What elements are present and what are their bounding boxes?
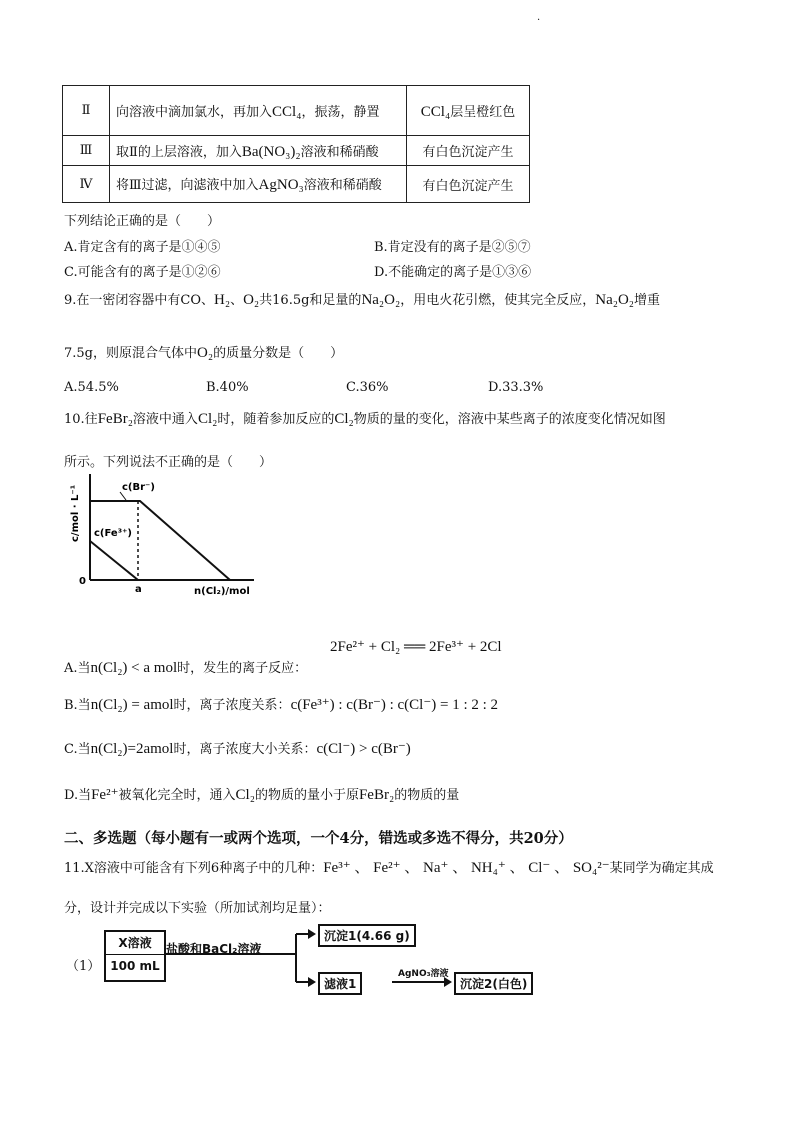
q11-text: 某同学为确定其成	[609, 861, 714, 876]
h2-formula: H₂	[214, 292, 231, 308]
table-row	[63, 166, 530, 203]
filtrate-box: 滤液1	[318, 972, 362, 995]
arrow-head	[308, 929, 316, 939]
concentration-graph	[62, 470, 262, 606]
agno3-label: AgNO₃溶液	[398, 969, 449, 979]
section-heading: 二、多选题（每小题有一或两个选项，一个4分，错选或多选不得分，共20分）	[64, 830, 573, 847]
ph-chem: CCl₄	[420, 103, 451, 120]
q10-text: 时，随着参加反应的	[217, 412, 335, 427]
x-axis-label: n(Cl₂)/mol	[194, 586, 250, 597]
operation-cell	[110, 86, 407, 136]
q10-text: 物质的量的变化，溶液中某些离子的浓度变化情况如图	[353, 412, 666, 427]
q9-text: 9.在一密闭容器中有CO、	[64, 293, 215, 308]
y-axis-label: c/mol · L⁻¹	[70, 484, 81, 542]
cl2-formula: Cl₂	[197, 411, 218, 427]
option-text: D.当	[64, 788, 92, 803]
top-mark: .	[537, 12, 541, 23]
table-row	[63, 86, 530, 136]
step-label: （1）	[66, 959, 101, 974]
option-a: A.54.5%	[64, 380, 119, 395]
option-d	[64, 784, 459, 804]
option-chem: FeBr₂	[358, 787, 395, 803]
option-c	[64, 738, 411, 758]
experiment-table	[62, 85, 530, 203]
q10-text: 溶液中通入	[132, 412, 198, 427]
br-label: c(Br⁻)	[122, 482, 155, 493]
a-label: a	[135, 584, 142, 595]
option-d: D.不能确定的离子是①③⑥	[374, 265, 532, 280]
row-number: Ⅲ	[63, 136, 110, 166]
na2o2-formula: Na₂O₂	[361, 292, 401, 308]
option-chem: Cl₂	[235, 787, 255, 803]
q9-text: 共16.5g和足量的	[259, 293, 362, 308]
operation-cell	[110, 166, 407, 203]
row-number: Ⅳ	[63, 166, 110, 203]
row-number: Ⅱ	[63, 86, 110, 136]
option-a: A.肯定含有的离子是①④⑤	[64, 240, 221, 255]
ph-text: 层呈橙红色	[450, 104, 516, 120]
reagent-label: 盐酸和BaCl₂溶液	[166, 942, 262, 956]
table-row	[63, 136, 530, 166]
fe-line	[90, 541, 138, 580]
q10-line2: 所示。下列说法不正确的是（ ）	[64, 455, 273, 470]
x-solution-label: X溶液	[106, 932, 164, 955]
ion-list: Fe³⁺ 、 Fe²⁺ 、 Na⁺ 、 NH₄⁺ 、 Cl⁻ 、 SO₄²⁻	[323, 860, 610, 876]
op-text: 取Ⅱ的上层溶液，加入	[116, 144, 242, 160]
q10-text: 10.往	[64, 412, 98, 427]
o2-formula: O₂	[197, 345, 214, 361]
option-chem: n(Cl₂)=2amol	[90, 741, 174, 757]
op-chem: Ba(NO₃)₂	[241, 143, 301, 160]
operation-cell	[110, 136, 407, 166]
option-b	[64, 694, 498, 714]
option-chem: Fe²⁺	[91, 787, 119, 803]
option-text: C.当	[64, 742, 91, 757]
option-b: B.肯定没有的离子是②⑤⑦	[374, 240, 531, 255]
option-a	[64, 657, 307, 677]
question-stem: 下列结论正确的是（ ）	[64, 214, 221, 229]
q9-text: 7.5g，则原混合气体中	[64, 346, 197, 361]
q9-text: 、	[230, 293, 244, 308]
op-chem: AgNO₃	[258, 177, 304, 193]
q9-line1	[64, 289, 660, 309]
precipitate1-box: 沉淀1(4.66 g)	[318, 924, 416, 947]
op-text: ，振荡，静置	[301, 104, 380, 120]
option-chem: n(Cl₂) = amol	[90, 697, 174, 713]
option-d: D.33.3%	[488, 380, 544, 395]
option-text: 时，离子浓度大小关系：	[173, 742, 317, 757]
option-b: B.40%	[206, 380, 249, 395]
option-text: A.当	[64, 661, 91, 676]
option-c: C.可能含有的离子是①②⑥	[64, 265, 221, 280]
volume-label: 100 mL	[110, 959, 160, 973]
na2o2-formula: Na₂O₂	[595, 292, 635, 308]
o2-formula: O₂	[243, 292, 260, 308]
br-line	[90, 501, 230, 580]
option-text: 的物质的量	[394, 788, 460, 803]
phenomenon-cell: 有白色沉淀产生	[407, 136, 530, 166]
option-chem: c(Fe³⁺) : c(Br⁻) : c(Cl⁻) = 1 : 2 : 2	[290, 697, 499, 713]
origin-label: 0	[79, 576, 86, 587]
op-text: 将Ⅲ过滤，向滤液中加入	[116, 178, 259, 193]
ionic-equation: 2Fe²⁺ + Cl₂ ══ 2Fe³⁺ + 2Cl	[330, 639, 502, 655]
q9-text: 的质量分数是（ ）	[213, 346, 344, 361]
option-chem: n(Cl₂) < a mol	[90, 660, 178, 676]
x-solution-box	[104, 930, 166, 982]
option-text: B.当	[64, 698, 91, 713]
op-text: 溶液和稀硝酸	[300, 144, 379, 160]
arrow-head	[308, 977, 316, 987]
q9-text: ，用电火花引燃，使其完全反应，	[400, 293, 596, 308]
q9-text: 增重	[634, 293, 661, 308]
op-chem: CCl₄	[272, 103, 302, 120]
option-text: 被氧化完全时，通入	[118, 788, 236, 803]
option-text: 的物质的量小于原	[254, 788, 359, 803]
br-leader	[120, 492, 126, 500]
febr2-formula: FeBr₂	[97, 411, 133, 427]
q11-text: 11.X溶液中可能含有下列6种离子中的几种：	[64, 861, 324, 876]
q10-line1	[64, 408, 666, 428]
option-text: 时，发生的离子反应：	[177, 661, 308, 676]
phenomenon-cell: 有白色沉淀产生	[407, 166, 530, 203]
option-c: C.36%	[346, 380, 389, 395]
precipitate2-box: 沉淀2(白色)	[454, 972, 533, 995]
fe-label: c(Fe³⁺)	[94, 528, 132, 539]
q11-line1	[64, 856, 714, 877]
phenomenon-cell	[407, 86, 530, 136]
q9-line2	[64, 342, 343, 362]
q11-line2: 分，设计并完成以下实验（所加试剂均足量）：	[64, 901, 331, 916]
option-chem: c(Cl⁻) > c(Br⁻)	[316, 741, 411, 757]
option-text: 时，离子浓度关系：	[173, 698, 291, 713]
cl2-formula: Cl₂	[334, 411, 354, 427]
op-text: 向溶液中滴加氯水，再加入	[116, 104, 273, 120]
op-text: 溶液和稀硝酸	[303, 178, 382, 193]
